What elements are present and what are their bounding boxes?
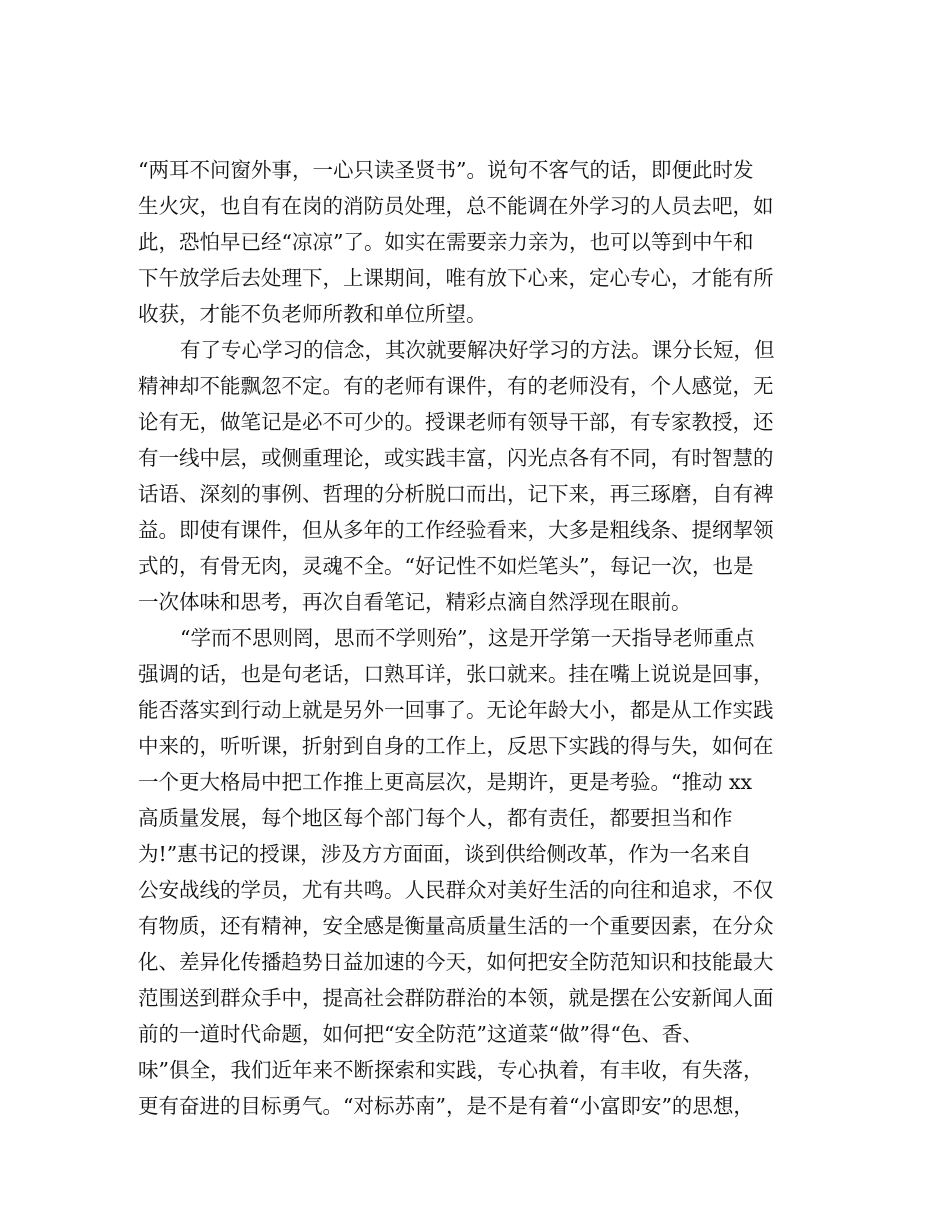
text-line: 一个更大格局中把工作推上更高层次，是期许，更是考验。“推动 xx <box>138 770 753 794</box>
text-line: 有一线中层，或侧重理论，或实践丰富，闪光点各有不同，有时智慧的 <box>138 446 774 470</box>
paragraph-1 <box>138 152 828 332</box>
text-line: 高质量发展，每个地区每个部门每个人，都有责任，都要担当和作 <box>138 806 733 830</box>
paragraph-2 <box>138 332 828 620</box>
text-line: “两耳不问窗外事，一心只读圣贤书”。说句不客气的话，即便此时发 <box>138 158 754 182</box>
paragraph-3 <box>138 620 828 1124</box>
text-line: 强调的话，也是句老话，口熟耳详，张口就来。挂在嘴上说说是回事， <box>138 662 774 686</box>
text-line: 精神却不能飘忽不定。有的老师有课件，有的老师没有，个人感觉，无 <box>138 374 774 398</box>
text-line: 式的，有骨无肉，灵魂不全。“好记性不如烂笔头”，每记一次，也是 <box>138 554 754 578</box>
text-line: 此，恐怕早已经“凉凉”了。如实在需要亲力亲为，也可以等到中午和 <box>138 230 754 254</box>
text-line: 论有无，做笔记是必不可少的。授课老师有领导干部，有专家教授，还 <box>138 410 774 434</box>
text-line: “学而不思则罔，思而不学则殆”，这是开学第一天指导老师重点 <box>180 626 755 650</box>
text-line: 更有奋进的目标勇气。“对标苏南”，是不是有着“小富即安”的思想， <box>138 1094 754 1118</box>
document-body <box>138 152 828 1124</box>
text-line: 下午放学后去处理下，上课期间，唯有放下心来，定心专心，才能有所 <box>138 266 774 290</box>
text-line: 为!”惠书记的授课，涉及方方面面，谈到供给侧改革，作为一名来自 <box>138 842 752 866</box>
text-line: 中来的，听听课，折射到自身的工作上，反思下实践的得与失，如何在 <box>138 734 774 758</box>
text-line: 味”俱全，我们近年来不断探索和实践，专心执着，有丰收，有失落， <box>138 1058 764 1082</box>
text-line: 话语、深刻的事例、哲理的分析脱口而出，记下来，再三琢磨，自有裨 <box>138 482 774 506</box>
text-line: 范围送到群众手中，提高社会群防群治的本领，就是摆在公安新闻人面 <box>138 986 774 1010</box>
text-line: 生火灾，也自有在岗的消防员处理，总不能调在外学习的人员去吧，如 <box>138 194 774 218</box>
text-line: 前的一道时代命题，如何把“安全防范”这道菜“做”得“色、香、 <box>138 1022 703 1046</box>
text-line: 收获，才能不负老师所教和单位所望。 <box>138 302 487 326</box>
text-line: 有了专心学习的信念，其次就要解决好学习的方法。课分长短，但 <box>180 338 775 362</box>
text-line: 能否落实到行动上就是另外一回事了。无论年龄大小，都是从工作实践 <box>138 698 774 722</box>
text-line: 益。即使有课件，但从多年的工作经验看来，大多是粗线条、提纲挈领 <box>138 518 774 542</box>
text-line: 有物质，还有精神，安全感是衡量高质量生活的一个重要因素，在分众 <box>138 914 774 938</box>
text-line: 公安战线的学员，尤有共鸣。人民群众对美好生活的向往和追求，不仅 <box>138 878 774 902</box>
text-line: 一次体味和思考，再次自看笔记，精彩点滴自然浮现在眼前。 <box>138 590 692 614</box>
text-line: 化、差异化传播趋势日益加速的今天，如何把安全防范知识和技能最大 <box>138 950 774 974</box>
